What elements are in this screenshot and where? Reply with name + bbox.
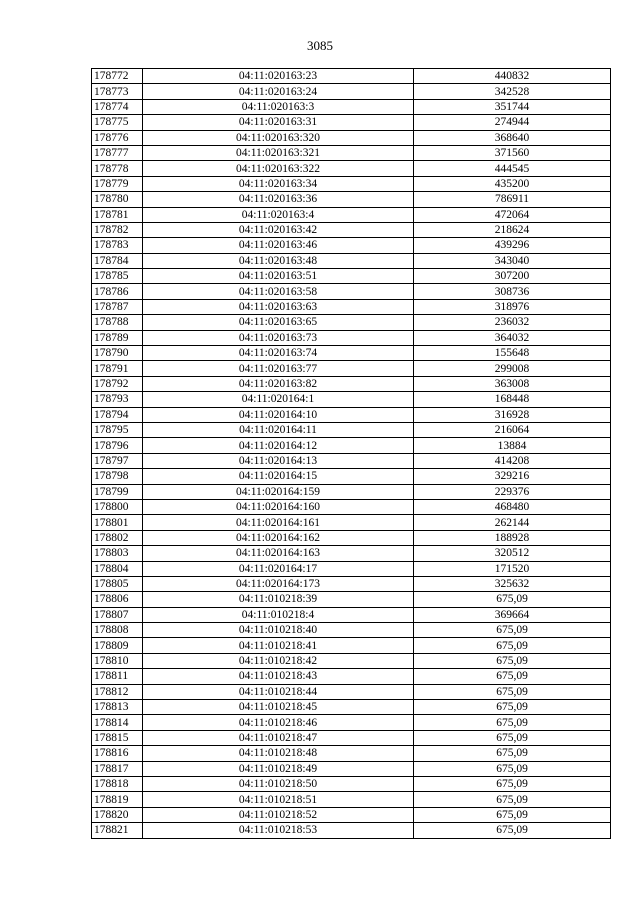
value-cell: 439296 bbox=[414, 238, 611, 253]
table-row bbox=[92, 515, 611, 530]
table-row bbox=[92, 530, 611, 545]
cadastral-number-cell: 04:11:010218:43 bbox=[143, 669, 414, 684]
row-number-cell: 178815 bbox=[92, 730, 143, 745]
cadastral-number-cell: 04:11:020163:4 bbox=[143, 207, 414, 222]
value-cell: 675,09 bbox=[414, 761, 611, 776]
row-number-cell: 178793 bbox=[92, 392, 143, 407]
value-cell: 318976 bbox=[414, 299, 611, 314]
value-cell: 343040 bbox=[414, 253, 611, 268]
cadastral-number-cell: 04:11:010218:42 bbox=[143, 653, 414, 668]
cadastral-number-cell: 04:11:010218:52 bbox=[143, 807, 414, 822]
cadastral-number-cell: 04:11:020163:63 bbox=[143, 299, 414, 314]
row-number-cell: 178791 bbox=[92, 361, 143, 376]
row-number-cell: 178780 bbox=[92, 192, 143, 207]
row-number-cell: 178802 bbox=[92, 530, 143, 545]
row-number-cell: 178816 bbox=[92, 746, 143, 761]
row-number-cell: 178817 bbox=[92, 761, 143, 776]
table-row bbox=[92, 284, 611, 299]
value-cell: 13884 bbox=[414, 438, 611, 453]
cadastral-number-cell: 04:11:020163:46 bbox=[143, 238, 414, 253]
row-number-cell: 178805 bbox=[92, 576, 143, 591]
value-cell: 368640 bbox=[414, 130, 611, 145]
row-number-cell: 178803 bbox=[92, 546, 143, 561]
value-cell: 675,09 bbox=[414, 792, 611, 807]
value-cell: 435200 bbox=[414, 176, 611, 191]
cadastral-number-cell: 04:11:020164:12 bbox=[143, 438, 414, 453]
table-row bbox=[92, 361, 611, 376]
cadastral-number-cell: 04:11:020163:82 bbox=[143, 376, 414, 391]
cadastral-number-cell: 04:11:010218:39 bbox=[143, 592, 414, 607]
cadastral-number-cell: 04:11:020163:42 bbox=[143, 222, 414, 237]
row-number-cell: 178787 bbox=[92, 299, 143, 314]
value-cell: 369664 bbox=[414, 607, 611, 622]
cadastral-number-cell: 04:11:020163:48 bbox=[143, 253, 414, 268]
cadastral-number-cell: 04:11:010218:51 bbox=[143, 792, 414, 807]
table-row bbox=[92, 653, 611, 668]
table-row bbox=[92, 730, 611, 745]
row-number-cell: 178772 bbox=[92, 69, 143, 84]
table-row bbox=[92, 453, 611, 468]
table-row bbox=[92, 792, 611, 807]
value-cell: 675,09 bbox=[414, 669, 611, 684]
row-number-cell: 178797 bbox=[92, 453, 143, 468]
table-row bbox=[92, 592, 611, 607]
cadastral-number-cell: 04:11:010218:48 bbox=[143, 746, 414, 761]
cadastral-number-cell: 04:11:020164:15 bbox=[143, 469, 414, 484]
cadastral-number-cell: 04:11:020163:36 bbox=[143, 192, 414, 207]
value-cell: 168448 bbox=[414, 392, 611, 407]
table-row bbox=[92, 392, 611, 407]
value-cell: 329216 bbox=[414, 469, 611, 484]
value-cell: 325632 bbox=[414, 576, 611, 591]
table-row bbox=[92, 115, 611, 130]
row-number-cell: 178786 bbox=[92, 284, 143, 299]
row-number-cell: 178821 bbox=[92, 823, 143, 838]
cadastral-number-cell: 04:11:010218:41 bbox=[143, 638, 414, 653]
row-number-cell: 178778 bbox=[92, 161, 143, 176]
table-row bbox=[92, 222, 611, 237]
value-cell: 414208 bbox=[414, 453, 611, 468]
table-row bbox=[92, 299, 611, 314]
table-row bbox=[92, 407, 611, 422]
row-number-cell: 178810 bbox=[92, 653, 143, 668]
cadastral-number-cell: 04:11:020164:10 bbox=[143, 407, 414, 422]
cadastral-number-cell: 04:11:020163:65 bbox=[143, 315, 414, 330]
value-cell: 675,09 bbox=[414, 638, 611, 653]
row-number-cell: 178813 bbox=[92, 700, 143, 715]
cadastral-number-cell: 04:11:020163:74 bbox=[143, 346, 414, 361]
row-number-cell: 178798 bbox=[92, 469, 143, 484]
row-number-cell: 178783 bbox=[92, 238, 143, 253]
value-cell: 299008 bbox=[414, 361, 611, 376]
value-cell: 472064 bbox=[414, 207, 611, 222]
row-number-cell: 178804 bbox=[92, 561, 143, 576]
cadastral-number-cell: 04:11:020164:13 bbox=[143, 453, 414, 468]
value-cell: 675,09 bbox=[414, 592, 611, 607]
cadastral-number-cell: 04:11:010218:53 bbox=[143, 823, 414, 838]
row-number-cell: 178785 bbox=[92, 269, 143, 284]
table-row bbox=[92, 238, 611, 253]
value-cell: 320512 bbox=[414, 546, 611, 561]
cadastral-number-cell: 04:11:010218:40 bbox=[143, 623, 414, 638]
row-number-cell: 178799 bbox=[92, 484, 143, 499]
value-cell: 363008 bbox=[414, 376, 611, 391]
row-number-cell: 178789 bbox=[92, 330, 143, 345]
table-row bbox=[92, 576, 611, 591]
table-row bbox=[92, 161, 611, 176]
row-number-cell: 178779 bbox=[92, 176, 143, 191]
value-cell: 364032 bbox=[414, 330, 611, 345]
cadastral-number-cell: 04:11:010218:4 bbox=[143, 607, 414, 622]
row-number-cell: 178774 bbox=[92, 99, 143, 114]
cadastral-number-cell: 04:11:010218:50 bbox=[143, 776, 414, 791]
value-cell: 675,09 bbox=[414, 730, 611, 745]
table-row bbox=[92, 607, 611, 622]
value-cell: 675,09 bbox=[414, 653, 611, 668]
value-cell: 440832 bbox=[414, 69, 611, 84]
table-row bbox=[92, 269, 611, 284]
cadastral-number-cell: 04:11:020163:24 bbox=[143, 84, 414, 99]
cadastral-number-cell: 04:11:020164:163 bbox=[143, 546, 414, 561]
value-cell: 371560 bbox=[414, 145, 611, 160]
cadastral-number-cell: 04:11:020163:77 bbox=[143, 361, 414, 376]
value-cell: 229376 bbox=[414, 484, 611, 499]
row-number-cell: 178776 bbox=[92, 130, 143, 145]
row-number-cell: 178796 bbox=[92, 438, 143, 453]
row-number-cell: 178782 bbox=[92, 222, 143, 237]
table-row bbox=[92, 130, 611, 145]
cadastral-number-cell: 04:11:020163:51 bbox=[143, 269, 414, 284]
table-row bbox=[92, 761, 611, 776]
table-row bbox=[92, 192, 611, 207]
row-number-cell: 178801 bbox=[92, 515, 143, 530]
row-number-cell: 178819 bbox=[92, 792, 143, 807]
table-row bbox=[92, 638, 611, 653]
value-cell: 444545 bbox=[414, 161, 611, 176]
cadastral-number-cell: 04:11:020164:173 bbox=[143, 576, 414, 591]
table-row bbox=[92, 807, 611, 822]
row-number-cell: 178820 bbox=[92, 807, 143, 822]
cadastral-number-cell: 04:11:010218:45 bbox=[143, 700, 414, 715]
table-row bbox=[92, 623, 611, 638]
cadastral-number-cell: 04:11:010218:47 bbox=[143, 730, 414, 745]
table-row bbox=[92, 546, 611, 561]
cadastral-number-cell: 04:11:010218:44 bbox=[143, 684, 414, 699]
value-cell: 218624 bbox=[414, 222, 611, 237]
value-cell: 316928 bbox=[414, 407, 611, 422]
table-row bbox=[92, 84, 611, 99]
value-cell: 786911 bbox=[414, 192, 611, 207]
registry-table bbox=[91, 68, 611, 839]
table-row bbox=[92, 207, 611, 222]
row-number-cell: 178818 bbox=[92, 776, 143, 791]
page-number: 3085 bbox=[307, 38, 333, 53]
row-number-cell: 178814 bbox=[92, 715, 143, 730]
row-number-cell: 178773 bbox=[92, 84, 143, 99]
table-row bbox=[92, 561, 611, 576]
table-row bbox=[92, 776, 611, 791]
cadastral-number-cell: 04:11:020163:320 bbox=[143, 130, 414, 145]
value-cell: 675,09 bbox=[414, 776, 611, 791]
cadastral-number-cell: 04:11:020163:31 bbox=[143, 115, 414, 130]
table-row bbox=[92, 469, 611, 484]
table-row bbox=[92, 823, 611, 838]
value-cell: 342528 bbox=[414, 84, 611, 99]
value-cell: 171520 bbox=[414, 561, 611, 576]
value-cell: 675,09 bbox=[414, 684, 611, 699]
value-cell: 675,09 bbox=[414, 823, 611, 838]
row-number-cell: 178784 bbox=[92, 253, 143, 268]
value-cell: 216064 bbox=[414, 422, 611, 437]
value-cell: 675,09 bbox=[414, 807, 611, 822]
table-row bbox=[92, 484, 611, 499]
cadastral-number-cell: 04:11:020163:34 bbox=[143, 176, 414, 191]
cadastral-number-cell: 04:11:020164:11 bbox=[143, 422, 414, 437]
row-number-cell: 178790 bbox=[92, 346, 143, 361]
cadastral-number-cell: 04:11:020164:160 bbox=[143, 499, 414, 514]
row-number-cell: 178800 bbox=[92, 499, 143, 514]
value-cell: 274944 bbox=[414, 115, 611, 130]
cadastral-number-cell: 04:11:020163:322 bbox=[143, 161, 414, 176]
value-cell: 262144 bbox=[414, 515, 611, 530]
row-number-cell: 178806 bbox=[92, 592, 143, 607]
row-number-cell: 178788 bbox=[92, 315, 143, 330]
row-number-cell: 178811 bbox=[92, 669, 143, 684]
value-cell: 307200 bbox=[414, 269, 611, 284]
value-cell: 675,09 bbox=[414, 700, 611, 715]
value-cell: 155648 bbox=[414, 346, 611, 361]
value-cell: 468480 bbox=[414, 499, 611, 514]
value-cell: 308736 bbox=[414, 284, 611, 299]
row-number-cell: 178809 bbox=[92, 638, 143, 653]
table-row bbox=[92, 69, 611, 84]
table-row bbox=[92, 176, 611, 191]
cadastral-number-cell: 04:11:020164:17 bbox=[143, 561, 414, 576]
table-row bbox=[92, 422, 611, 437]
row-number-cell: 178775 bbox=[92, 115, 143, 130]
cadastral-number-cell: 04:11:020163:321 bbox=[143, 145, 414, 160]
table-row bbox=[92, 700, 611, 715]
table-row bbox=[92, 746, 611, 761]
row-number-cell: 178794 bbox=[92, 407, 143, 422]
value-cell: 236032 bbox=[414, 315, 611, 330]
cadastral-number-cell: 04:11:020164:161 bbox=[143, 515, 414, 530]
value-cell: 675,09 bbox=[414, 715, 611, 730]
table-row bbox=[92, 669, 611, 684]
table-row bbox=[92, 499, 611, 514]
table-row bbox=[92, 715, 611, 730]
value-cell: 188928 bbox=[414, 530, 611, 545]
row-number-cell: 178777 bbox=[92, 145, 143, 160]
cadastral-number-cell: 04:11:020164:162 bbox=[143, 530, 414, 545]
cadastral-number-cell: 04:11:020164:1 bbox=[143, 392, 414, 407]
cadastral-number-cell: 04:11:020163:3 bbox=[143, 99, 414, 114]
row-number-cell: 178807 bbox=[92, 607, 143, 622]
row-number-cell: 178795 bbox=[92, 422, 143, 437]
table-row bbox=[92, 145, 611, 160]
registry-table-body bbox=[92, 69, 611, 839]
table-row bbox=[92, 346, 611, 361]
value-cell: 351744 bbox=[414, 99, 611, 114]
cadastral-number-cell: 04:11:020163:23 bbox=[143, 69, 414, 84]
row-number-cell: 178792 bbox=[92, 376, 143, 391]
table-row bbox=[92, 438, 611, 453]
table-row bbox=[92, 99, 611, 114]
cadastral-number-cell: 04:11:020164:159 bbox=[143, 484, 414, 499]
table-row bbox=[92, 315, 611, 330]
table-row bbox=[92, 376, 611, 391]
cadastral-number-cell: 04:11:010218:49 bbox=[143, 761, 414, 776]
value-cell: 675,09 bbox=[414, 746, 611, 761]
cadastral-number-cell: 04:11:020163:58 bbox=[143, 284, 414, 299]
cadastral-number-cell: 04:11:020163:73 bbox=[143, 330, 414, 345]
table-row bbox=[92, 330, 611, 345]
cadastral-number-cell: 04:11:010218:46 bbox=[143, 715, 414, 730]
value-cell: 675,09 bbox=[414, 623, 611, 638]
row-number-cell: 178812 bbox=[92, 684, 143, 699]
table-row bbox=[92, 253, 611, 268]
row-number-cell: 178808 bbox=[92, 623, 143, 638]
table-row bbox=[92, 684, 611, 699]
row-number-cell: 178781 bbox=[92, 207, 143, 222]
